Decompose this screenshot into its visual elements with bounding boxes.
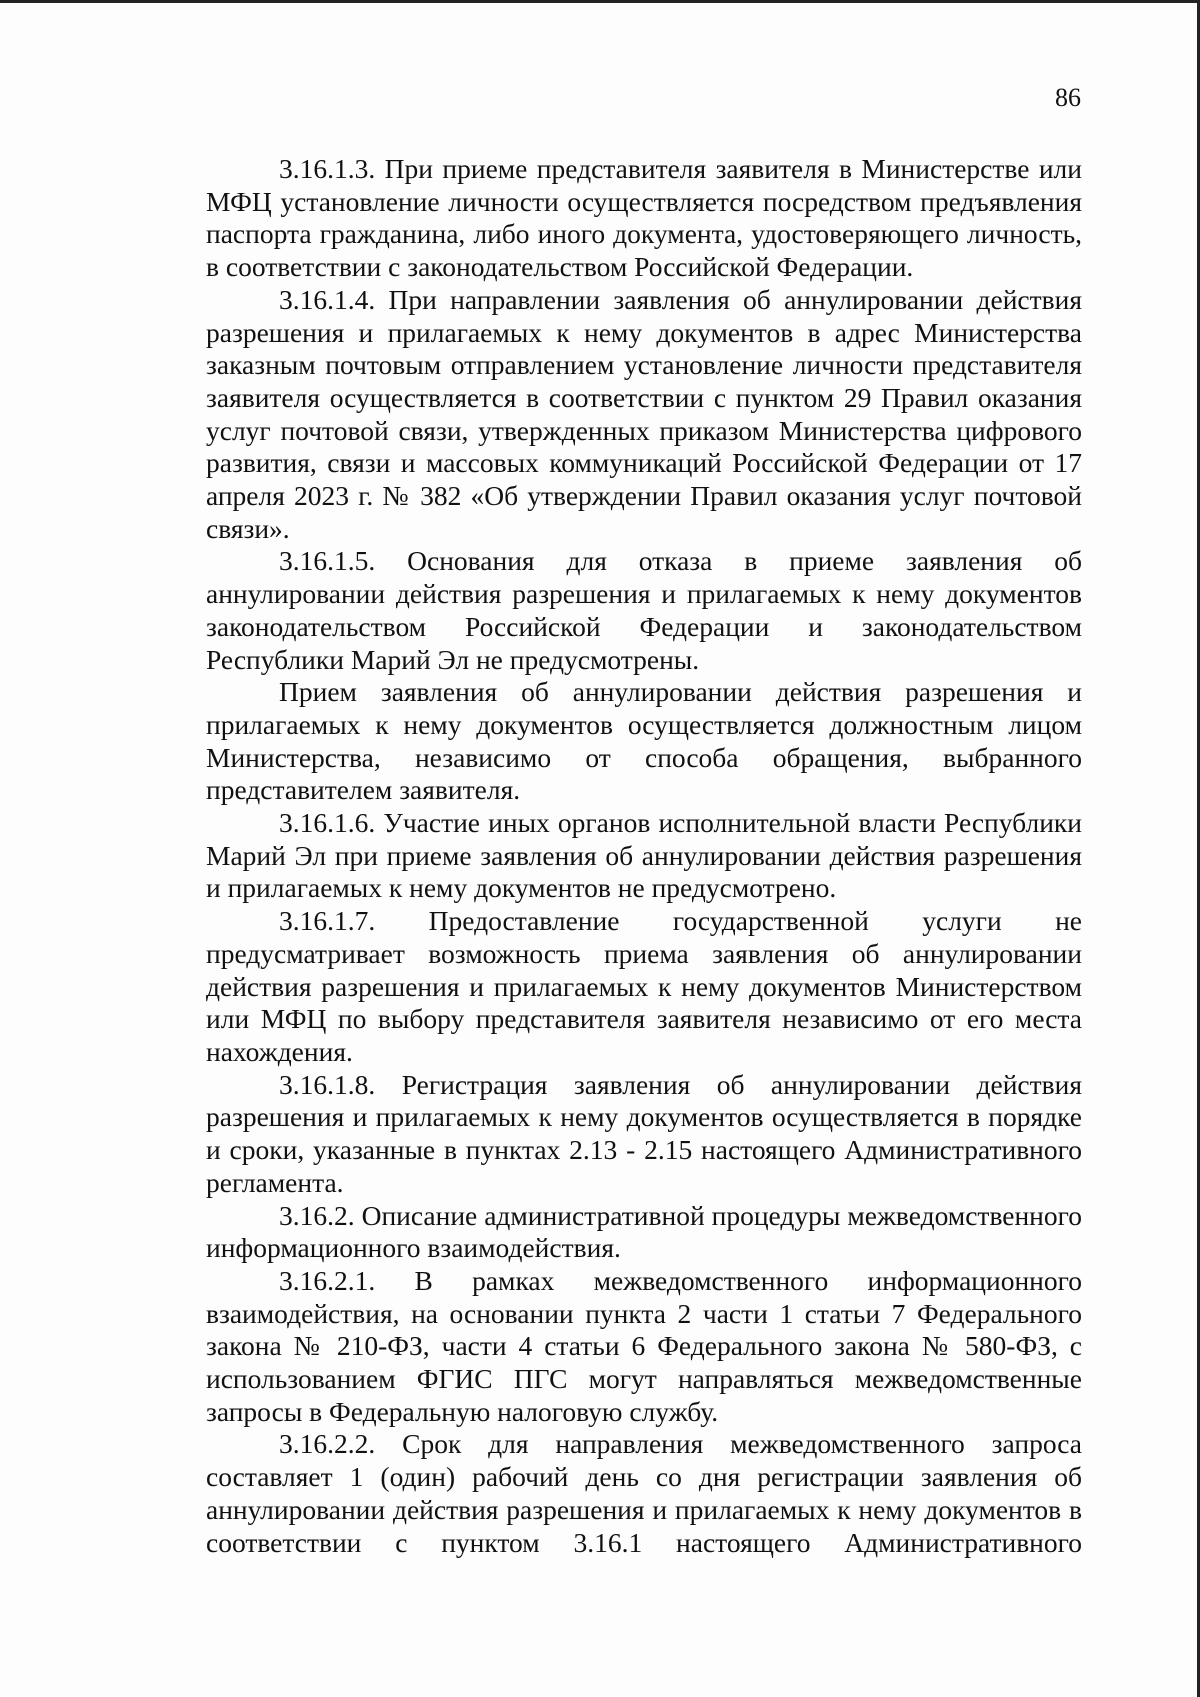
paragraph-3-16-1-3: 3.16.1.3. При приеме представителя заявителя в Министерстве или МФЦ установление личности осуществляется посредством предъявления паспорта гражданина, либо иного документа, удостоверяющего личность, в соответствии с законодательством Российской Федерации. [206, 153, 1082, 283]
paragraph-3-16-2-1: 3.16.2.1. В рамках межведомственного информационного взаимодействия, на основании пункта 2 части 1 статьи 7 Федерального закона № 210-ФЗ, части 4 статьи 6 Федерального закона № 580-ФЗ, с использованием ФГИС ПГС могут направляться межведомственные запросы в Федеральную налоговую службу. [206, 1264, 1082, 1427]
page-number: 86 [1055, 83, 1081, 112]
document-body [206, 153, 1082, 1559]
paragraph-3-16-1-8: 3.16.1.8. Регистрация заявления об аннулировании действия разрешения и прилагаемых к нему документов осуществляется в порядке и сроки, указанные в пунктах 2.13 - 2.15 настоящего Административного регламента. [206, 1068, 1082, 1198]
paragraph-3-16-1-7: 3.16.1.7. Предоставление государственной услуги не предусматривает возможность приема заявления об аннулировании действия разрешения и прилагаемых к нему документов Министерством или МФЦ по выбору представителя заявителя независимо от его места нахождения. [206, 905, 1082, 1067]
paragraph-3-16-2-2: 3.16.2.2. Срок для направления межведомственного запроса составляет 1 (один) рабочий день со дня регистрации заявления об аннулировании действия разрешения и прилагаемых к нему документов в соответствии с пунктом 3.16.1 настоящего Административного [206, 1428, 1082, 1558]
paragraph-3-16-1-5: 3.16.1.5. Основания для отказа в приеме заявления об аннулировании действия разрешения и прилагаемых к нему документов законодательством Российской Федерации и законодательством Республики Марий Эл не предусмотрены. [206, 545, 1082, 675]
paragraph-reception: Прием заявления об аннулировании действия разрешения и прилагаемых к нему документов осуществляется должностным лицом Министерства, независимо от способа обращения, выбранного представителем заявителя. [206, 676, 1082, 806]
paragraph-3-16-2: 3.16.2. Описание административной процедуры межведомственного информационного взаимодействия. [206, 1199, 1082, 1264]
paragraph-3-16-1-6: 3.16.1.6. Участие иных органов исполнительной власти Республики Марий Эл при приеме заявления об аннулировании действия разрешения и прилагаемых к нему документов не предусмотрено. [206, 807, 1082, 904]
paragraph-3-16-1-4: 3.16.1.4. При направлении заявления об аннулировании действия разрешения и прилагаемых к нему документов в адрес Министерства заказным почтовым отправлением установление личности представителя заявителя осуществляется в соответствии с пунктом 29 Правил оказания услуг почтовой связи, утвержденных приказом Министерства цифрового развития, связи и массовых коммуникаций Российской Федерации от 17 апреля 2023 г. № 382 «Об утверждении Правил оказания услуг почтовой связи». [206, 283, 1082, 544]
